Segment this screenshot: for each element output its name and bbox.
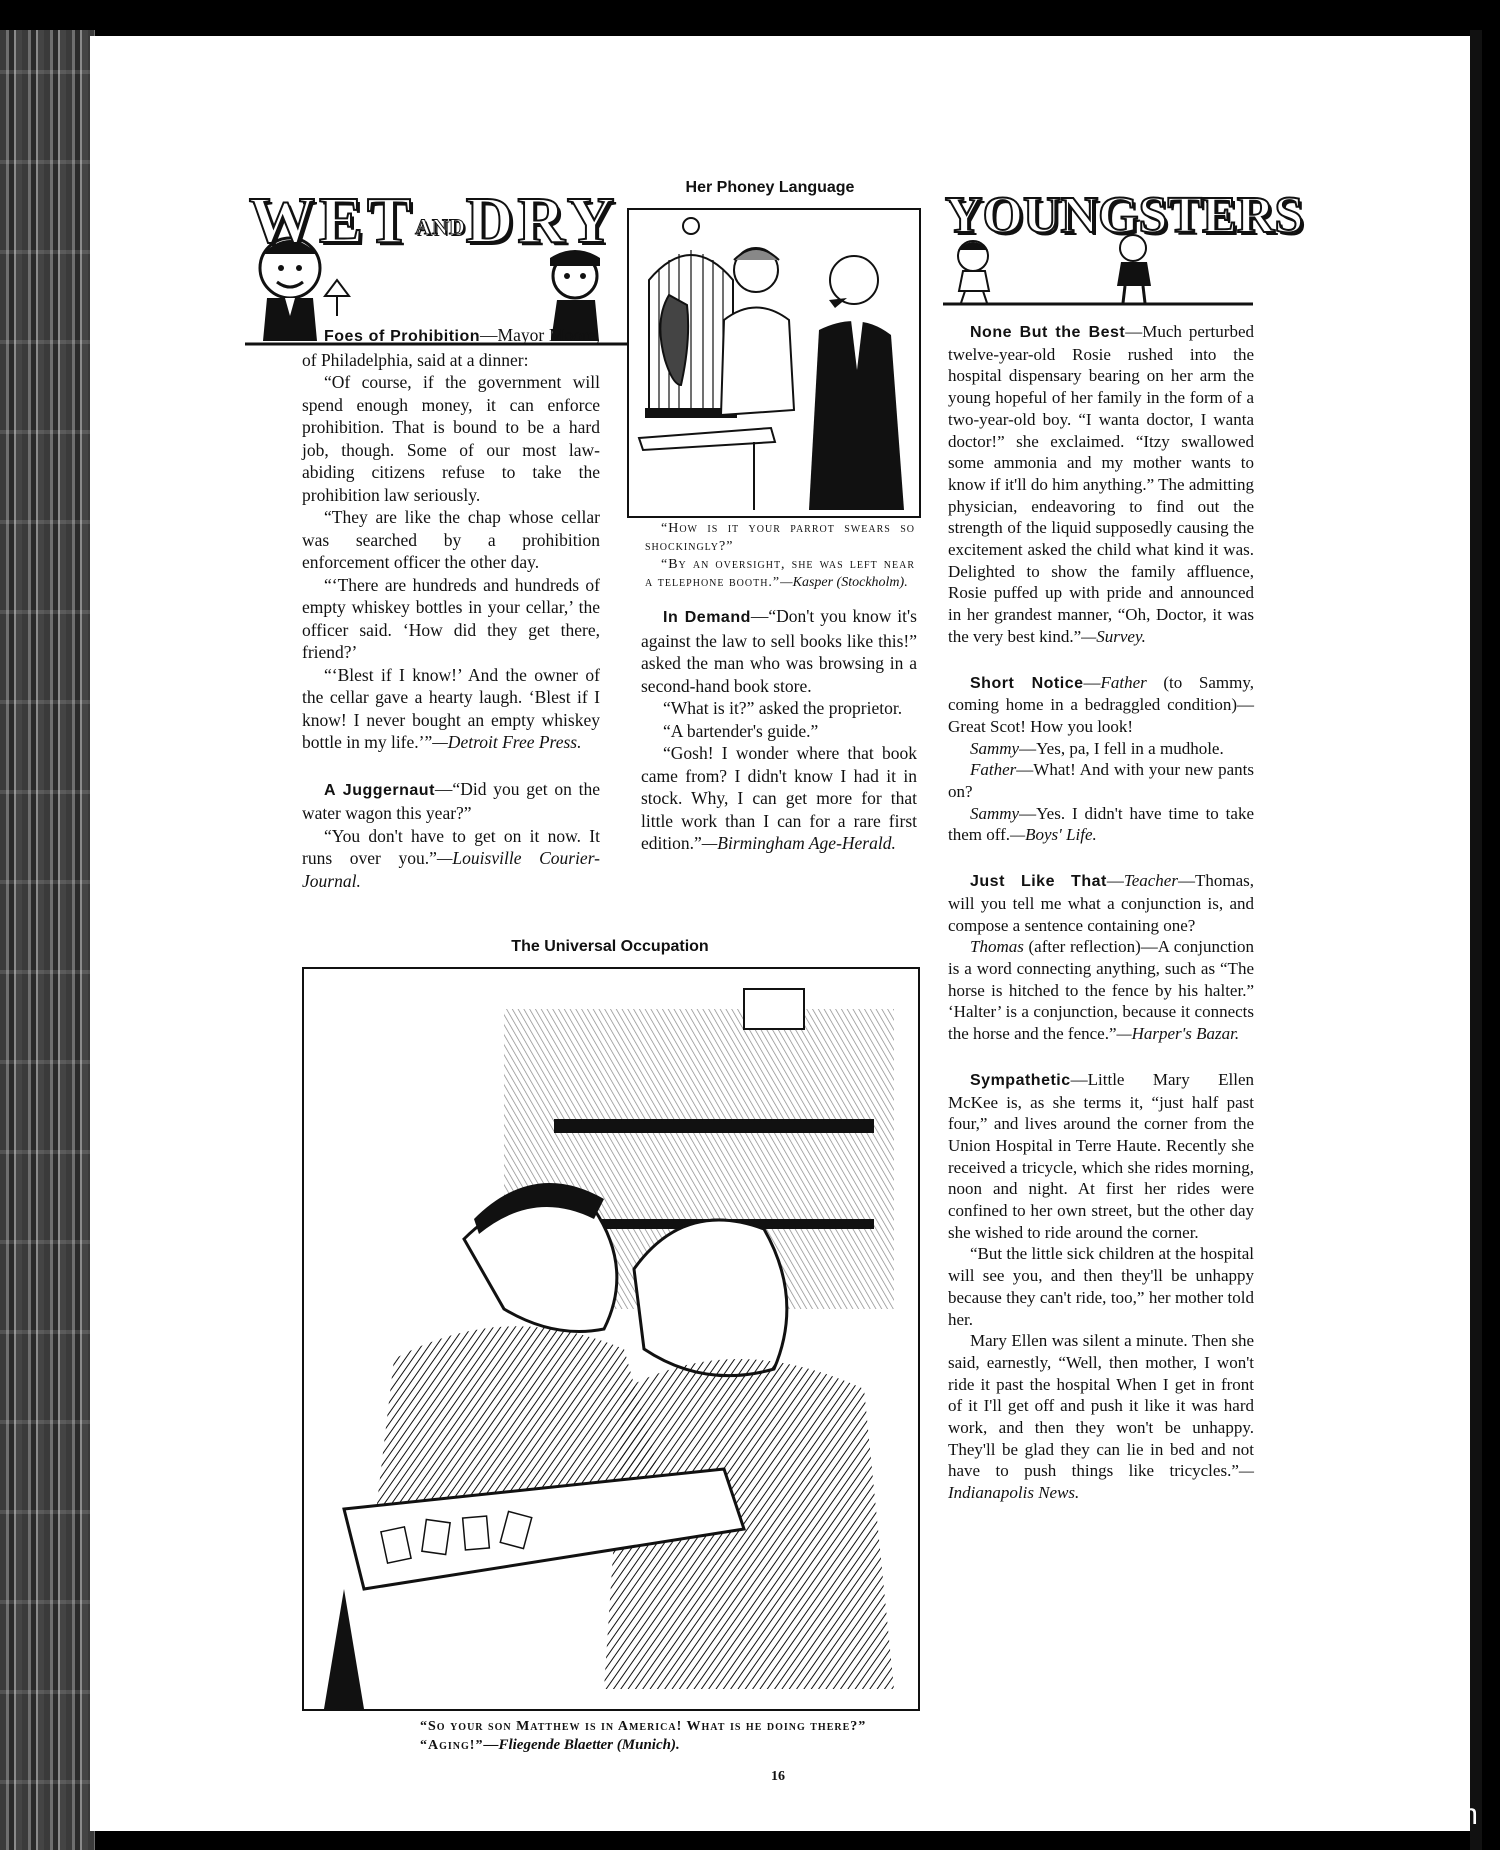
caption-answer-line <box>645 556 915 592</box>
foes-paragraph-1 <box>302 324 600 371</box>
caption-question: “How is it your parrot swears so shockingly?” <box>645 521 915 554</box>
foes-p4: “‘There are hundreds and hundreds of empty whiskey bottles in your cellar,’ the officer said. ‘How did they get there, friend?’ <box>302 574 600 662</box>
foes-lead: Foes of Prohibition <box>324 328 481 345</box>
short-notice-dash: — <box>1083 672 1101 692</box>
just-like-that-source: —Harper's Bazar. <box>1116 1024 1240 1044</box>
middle-column <box>641 605 917 855</box>
foes-p1: —Mayor Moore, of Philadelphia, said at a dinner: <box>302 325 600 370</box>
short-notice-speaker-1: Father <box>1100 672 1147 692</box>
illustration-title: The Universal Occupation <box>511 938 709 955</box>
sympathetic-p3: Mary Ellen was silent a minute. Then she said, earnestly, “Well, then mother, I won't ride it past the hospital When I get in front of it I'll get off and push it like it was hard work, and then they won't be unhappy. They'll be glad they can lie in bed and not have to push things like tricycles.” <box>948 1331 1254 1481</box>
short-notice-p3: —What! And with your new pants on? <box>948 760 1254 802</box>
illustration-caption-answer: “Aging!” <box>420 1738 484 1753</box>
just-like-that-speaker-2: Thomas <box>970 937 1024 957</box>
youngsters-title: YOUNGSTERS <box>945 187 1304 244</box>
magazine-page <box>90 36 1470 1831</box>
card-players-drawing <box>304 969 918 1709</box>
cartoon-title: Her Phoney Language <box>685 179 855 196</box>
none-but-best-source: —Survey. <box>1081 626 1146 646</box>
juggernaut-lead: A Juggernaut <box>324 781 435 799</box>
illustration-caption-source: —Fliegende Blaetter (Munich). <box>483 1737 680 1753</box>
in-demand-paragraph-4 <box>641 742 917 855</box>
wet-and-dry-title <box>249 186 618 262</box>
in-demand-p2: “What is it?” asked the proprietor. <box>663 698 903 718</box>
wet-word: WET <box>249 184 416 257</box>
juggernaut-paragraph-1 <box>302 778 600 825</box>
short-notice-speaker-3: Father <box>970 760 1017 780</box>
short-notice-speaker-2: Sammy <box>970 738 1020 758</box>
illustration-caption <box>420 1718 980 1755</box>
just-like-that-p2: (after reflection)—A conjunction is a word connecting anything, such as “The horse is hitched to the fence by his halter.” ‘Halter’ is a conjunction, because it connects the horse and the fence.” <box>948 937 1254 1044</box>
right-column <box>948 321 1254 1504</box>
short-notice-paragraph-4 <box>948 803 1254 846</box>
in-demand-source: —Birmingham Age-Herald. <box>701 833 896 853</box>
short-notice-paragraph-3 <box>948 759 1254 802</box>
short-notice-p4: —Yes. I didn't have time to take them off. <box>948 803 1254 845</box>
juggernaut-source: —Louisville Courier-Journal. <box>302 848 600 891</box>
short-notice-lead: Short Notice <box>970 674 1084 692</box>
just-like-that-paragraph-2 <box>948 936 1254 1045</box>
sympathetic-p2: “But the little sick children at the hospital will see you, and then they'll be unhappy because they can't ride, too,” her mother told her. <box>948 1244 1254 1329</box>
short-notice-source: —Boys' Life. <box>1010 825 1097 845</box>
in-demand-paragraph-1 <box>641 605 917 697</box>
parrot-cartoon <box>627 208 921 518</box>
short-notice-speaker-4: Sammy <box>970 803 1020 823</box>
illustration-caption-question: “So your son Matthew is in America! What is he doing there?” <box>420 1719 867 1734</box>
in-demand-p1: —“Don't you know it's against the law to sell books like this!” asked the man who was browsing in a second-hand book store. <box>641 606 917 696</box>
left-column <box>302 324 600 892</box>
foes-p5: “‘Blest if I know!’ And the owner of the cellar gave a hearty laugh. ‘Blest if I know! I never bought an empty whiskey bottle in my life.’” <box>302 664 600 752</box>
sympathetic-p1: —Little Mary Ellen McKee is, as she terms it, “just half past four,” and lives around the corner from the Union Hospital in Terre Haute. Recently she received a tricycle, which she rides morning, noon and night. At first her rides were confined to her own street, but the other day she wished to ride around the corner. <box>948 1069 1254 1242</box>
book-binding <box>0 30 95 1850</box>
just-like-that-paragraph-1 <box>948 870 1254 936</box>
none-but-best-paragraph <box>948 321 1254 648</box>
parrot-cartoon-drawing <box>629 210 919 516</box>
sympathetic-source: —Indianapolis News. <box>948 1461 1254 1503</box>
foes-paragraph-5 <box>302 664 600 754</box>
just-like-that-speaker-1: Teacher <box>1123 871 1178 891</box>
none-but-best-p1: —Much perturbed twelve-year-old Rosie rushed into the hospital dispensary bearing on her arm the young hopeful of her family in the form of a two-year-old boy. “I wanta doctor, I wanta doctor!” she exclaimed. “Itzy swallowed some ammonia and my mother wants to know if it'll do him anything.” The admitting physician, endeavoring to find out the strength of the liquid supposedly causing the excitement asked the child what kind it was. Delighted to show the family affluence, Rosie puffed up with pride and announced in her grandest manner, “Oh, Doctor, it was the very best kind.” <box>948 322 1254 646</box>
caption-source: —Kasper (Stockholm). <box>780 575 908 590</box>
juggernaut-p2: “You don't have to get on it now. It runs over you.” <box>302 825 600 868</box>
foes-p3: “They are like the chap whose cellar was searched by a prohibition enforcement officer the other day. <box>302 507 600 572</box>
juggernaut-paragraph-2 <box>302 825 600 893</box>
in-demand-p4: “Gosh! I wonder where that book came from? I didn't know I had it in stock. Why, I can get more for that little work than I can for a rare first edition.” <box>641 743 917 853</box>
sympathetic-lead: Sympathetic <box>970 1071 1071 1089</box>
in-demand-p3: “A bartender's guide.” <box>663 720 819 741</box>
just-like-that-dash: — <box>1106 871 1124 891</box>
short-notice-p2: —Yes, pa, I fell in a mudhole. <box>1019 738 1224 758</box>
none-but-best-lead: None But the Best <box>970 324 1126 341</box>
watermark-text: comicbooks.com <box>1254 1798 1478 1831</box>
short-notice-p1: (to Sammy, coming home in a bedraggled condition)—Great Scot! How you look! <box>948 672 1254 736</box>
illustration-caption-answer-line <box>420 1736 980 1755</box>
and-word: AND <box>415 213 466 239</box>
card-players-illustration <box>302 967 920 1711</box>
parrot-cartoon-caption <box>645 520 915 592</box>
juggernaut-p1: —“Did you get on the water wagon this year?” <box>302 778 600 823</box>
sympathetic-paragraph-1 <box>948 1069 1254 1244</box>
youngsters-header <box>943 176 1304 306</box>
just-like-that-p1: —Thomas, will you tell me what a conjunction is, and compose a sentence containing one? <box>948 871 1254 935</box>
foes-source: —Detroit Free Press. <box>432 732 582 752</box>
page-number: 16 <box>771 1769 785 1784</box>
just-like-that-lead: Just Like That <box>970 873 1107 891</box>
in-demand-lead: In Demand <box>663 609 751 626</box>
short-notice-paragraph-1 <box>948 672 1254 738</box>
short-notice-paragraph-2 <box>948 738 1254 760</box>
sympathetic-paragraph-3 <box>948 1330 1254 1504</box>
page-edge <box>1470 30 1482 1850</box>
caption-answer: “By an oversight, she was left near a telephone booth.” <box>645 557 915 590</box>
foes-p2: “Of course, if the government will spend enough money, it can enforce prohibition. That is bound to be a hard job, though. Some of our most law-abiding citizens refuse to take the prohibition law seriously. <box>302 372 600 505</box>
dry-word: DRY <box>465 184 619 257</box>
